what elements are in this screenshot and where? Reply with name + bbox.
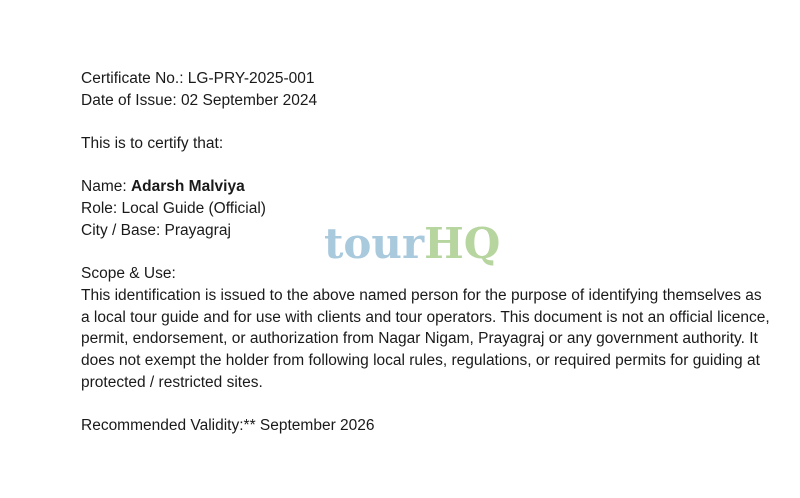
scope-paragraph: This identification is issued to the above named person for the purpose of identifying themselves as a local tour guide and for use with clients and tour operators. This document is not an official licence, permit, endorsement, or authorization from Nagar Nigam, Prayagraj or any government authority. It does not exempt the holder from following local rules, regulations, or required permits for guiding at protected / restricted sites. (81, 286, 770, 391)
spacer (81, 111, 781, 133)
certificate-number: Certificate No.: LG-PRY-2025-001 (81, 70, 315, 87)
city-line: City / Base: Prayagraj (81, 221, 231, 239)
watermark-part-hq: HQ (424, 219, 501, 268)
scope-heading: Scope & Use: (81, 265, 176, 283)
certify-intro: This is to certify that: (81, 135, 224, 153)
certificate-document (81, 68, 781, 437)
validity-line: Recommended Validity:** September 2026 (81, 417, 375, 435)
spacer (81, 155, 781, 177)
date-of-issue: Date of Issue: 02 September 2024 (81, 91, 318, 109)
spacer (81, 242, 781, 264)
role-line: Role: Local Guide (Official) (81, 200, 266, 218)
name-label: Name: (81, 178, 131, 196)
name-value: Adarsh Malviya (130, 178, 245, 196)
watermark-part-tour: tour (324, 219, 425, 268)
spacer (81, 394, 781, 416)
name-line (81, 176, 781, 198)
